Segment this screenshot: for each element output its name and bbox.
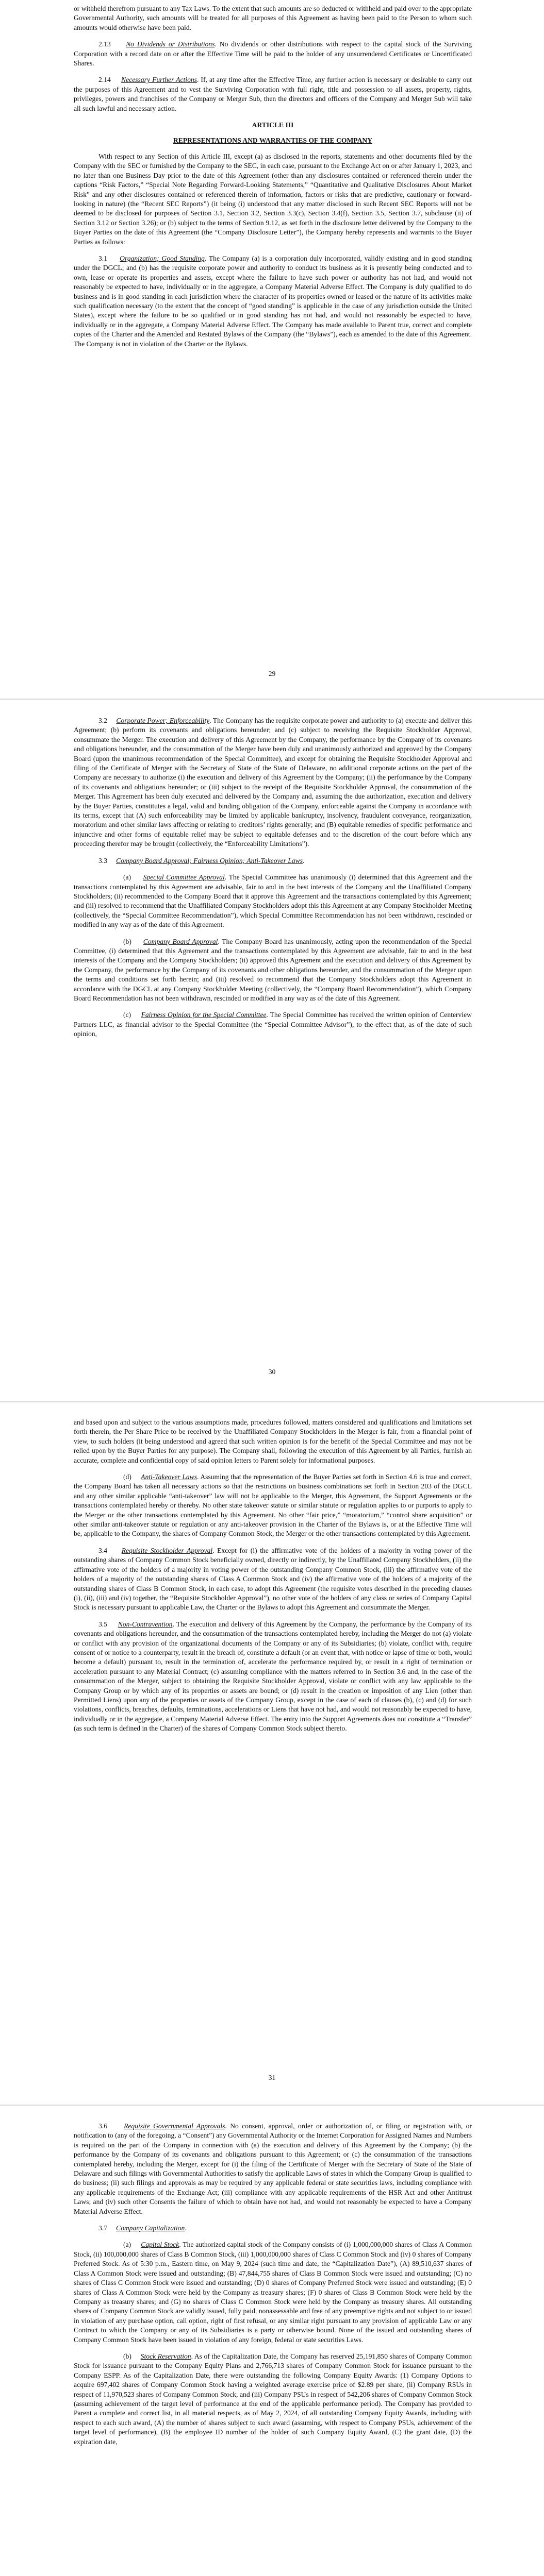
subsection-number: (a) xyxy=(123,873,131,882)
section-number: 3.4 xyxy=(98,1546,107,1554)
subsection-body: . Assuming that the representation of the Buyer Parties set forth in Section 4.6 is true and correct, the Company Board has taken all necessary actions so that the restrictions on business combinations set forth in Section 203 of the DGCL and any other similar applicable “anti-takeover” law will not be applicable to the Merger, this Agreement, the Support Agreements or the transactions contemplated hereby or thereby. No other state takeover statute or similar statute or regulation applies to or purports to apply to the Merger or the other transactions contemplated by this Agreement. No other “fair price,” “moratorium,” “control share acquisition” or other similar anti-takeover statute or regulation or any anti-takeover provision in the Charter of the Bylaws is, or at the Effective Time will be, applicable to the Company, the shares of Company Common Stock, the Merger or the other transactions contemplated by this Agreement. xyxy=(74,1473,472,1538)
section-3-7-b xyxy=(74,2352,472,2447)
subsection-body: . The Special Committee has unanimously (i) determined that this Agreement and the transactions contemplated by this Agreement are advisable, fair to and in the best interests of the Company and the Unaffiliated Company Stockholders; (ii) recommended to the Company Board that it approve this Agreement and the transactions contemplated by this Agreement; and (iii) resolved to recommend that the Unaffiliated Company Stockholders adopt this this Agreement at any Company Stockholder Meeting (collectively, the “Special Committee Recommendation”), which Special Committee Recommendation has not been withdrawn, rescinded or modified in any way as of the date of this Agreement. xyxy=(74,873,472,929)
article-intro-paragraph: With respect to any Section of this Article III, except (a) as disclosed in the reports, statements and other documents filed by the Company with the SEC or furnished by the Company to the SEC, in each case, pursuant to the Exchange Act on or after January 1, 2023, and no later than one Business Day prior to the date of this Agreement (other than any disclosures contained or referenced therein under the captions “Risk Factors,” “Special Note Regarding Forward-Looking Statements,” “Quantitative and Qualitative Disclosures About Market Risk” and any other disclosures contained or referenced therein of information, factors or risks that are predictive, cautionary or forward-looking in nature) (the “Recent SEC Reports”) (it being (i) understood that any matter disclosed in such Recent SEC Reports will not be deemed to be disclosed for purposes of Section 3.1, Section 3.2, Section 3.3(c), Section 3.4(f), Section 3.5, Section 3.7, subclause (ii) of Section 3.12 or Section 3.26); or (b) subject to the terms of Section 9.12, as set forth in the disclosure letter delivered by the Company to the Buyer Parties on the date of this Agreement (the “Company Disclosure Letter”), the Company hereby represents and warrants to the Buyer Parties as follows: xyxy=(74,152,472,246)
section-number: 3.6 xyxy=(98,2122,107,2130)
section-3-7-a xyxy=(74,2240,472,2344)
section-heading: Non-Contravention xyxy=(118,1620,173,1628)
section-heading: Organization; Good Standing xyxy=(120,254,205,262)
subsection-number: (b) xyxy=(123,937,131,945)
section-number: 3.2 xyxy=(98,717,107,724)
section-heading: Corporate Power; Enforceability xyxy=(116,717,210,724)
document-page-29 xyxy=(0,4,544,356)
section-3-7 xyxy=(74,2224,472,2233)
section-3-2 xyxy=(74,716,472,849)
section-3-3-c xyxy=(74,1010,472,1039)
subsection-heading: Capital Stock xyxy=(141,2241,179,2249)
section-body: . xyxy=(303,856,305,865)
subsection-heading: Company Board Approval xyxy=(143,937,218,945)
paragraph-fairness-continuation: and based upon and subject to the various assumptions made, procedures followed, matters considered and qualifications and limitations set forth therein, the Per Share Price to be received by the Unaffiliated Company Stockholders in the Merger is fair, from a financial point of view, to such holders (it being understood and agreed that such written opinion is for the benefit of the Special Committee and may not be relied upon by the Buyer Parties for any purpose). The Company shall, following the execution of this Agreement by all Parties, furnish an accurate, complete and confidential copy of said opinion letters to Parent solely for informational purposes. xyxy=(74,1418,472,1464)
section-3-4 xyxy=(74,1546,472,1613)
section-body: . If, at any time after the Effective Time, any further action is necessary or desirable to carry out the purposes of this Agreement and to vest the Surviving Corporation with full right, title and possession to all assets, property, rights, privileges, powers and franchises of the Company or Merger Sub, then the directors and officers of the Company and Merger Sub will take all such lawful and necessary action. xyxy=(74,76,472,112)
section-3-3-b xyxy=(74,937,472,1004)
subsection-body: . The Company Board has unanimously, acting upon the recommendation of the Special Committee, (i) determined that this Agreement and the transactions contemplated by this Agreement are advisable, fair to and in the best interests of the Company and the Company Stockholders; (ii) approved this Agreement and the execution and delivery of this Agreement by the Company, the performance by the Company of its covenants and other obligations hereunder, and the consummation of the Merger upon the terms and conditions set forth herein; and (iii) resolved to recommend that the Company Stockholders adopt this Agreement in accordance with the DGCL at any Company Stockholder Meeting (collectively, the “Company Board Recommendation”), which Company Board Recommendation has not been withdrawn, rescinded or modified in any way as of the date of this Agreement. xyxy=(74,937,472,1002)
section-3-1 xyxy=(74,254,472,349)
section-2-13 xyxy=(74,40,472,68)
page-number: 31 xyxy=(268,2074,276,2081)
section-body: . Except for (i) the affirmative vote of the holders of a majority in voting power of the outstanding shares of Company Common Stock beneficially owned, directly or indirectly, by the Unaffiliated Company Stockholders, (ii) the affirmative vote of the holders of a majority in voting power of the outstanding Company Common Stock, (iii) the affirmative vote of the holders of a majority of the outstanding shares of Class A Common Stock and (iv) the affirmative vote of the holders of a majority of the outstanding shares of Class B Common Stock, in each case, to adopt this Agreement (the requisite votes described in the preceding clauses (i), (ii), (iii) and (iv) together, the “Requisite Stockholder Approval”), no other vote of the holders of any class or series of Company Capital Stock is necessary pursuant to applicable Law, the Charter or the Bylaws to adopt this Agreement and consummate the Merger. xyxy=(74,1546,472,1612)
section-number: 3.7 xyxy=(98,2224,107,2232)
section-3-3-d xyxy=(74,1472,472,1539)
subsection-heading: Stock Reservation xyxy=(140,2352,191,2360)
subsection-heading: Special Committee Approval xyxy=(143,873,225,882)
subsection-heading: Anti-Takeover Laws xyxy=(141,1473,197,1481)
section-body: . The Company (a) is a corporation duly incorporated, validly existing and in good standing under the DGCL; and (b) has the requisite corporate power and authority to conduct its business as it is presently being conducted and to own, lease or operate its properties and assets, except where the failure to have such power or authority has not had, and would not reasonably be expected to have, individually or in the aggregate, a Company Material Adverse Effect. The Company is duly qualified to do business and is in good standing in each jurisdiction where the character of its properties owned or leased or the nature of its activities make such qualification necessary (to the extent that the concept of “good standing” is applicable in the case of any jurisdiction outside the United States), except where the failure to be so qualified or in good standing has not had, and would not reasonably be expected to have, individually or in the aggregate, a Company Material Adverse Effect. The Company has made available to Parent true, correct and complete copies of the Charter and the Amended and Restated Bylaws of the Company (the “Bylaws”), each as amended to the date of this Agreement. The Company is not in violation of the Charter or the Bylaws. xyxy=(74,254,472,348)
section-body: . No consent, approval, order or authorization of, or filing or registration with, or notification to (any of the foregoing, a “Consent”) any Governmental Authority or the Internet Corporation for Assigned Names and Numbers is required on the part of the Company in connection with (a) the execution and delivery of this Agreement by the Company; (b) the performance by the Company of its covenants and obligations pursuant to this Agreement; or (c) the consummation of the transactions contemplated hereby, including the Merger, except for (i) the filing of the Certificate of Merger with the Secretary of State of the State of Delaware and such filings with Governmental Authorities to satisfy the applicable Laws of states in which the Company Group is qualified to do business; (ii) such filings and approvals as may be required by any applicable federal or state securities laws, including compliance with any applicable requirements of the Exchange Act; (iii) compliance with any applicable requirements of the HSR Act and other Antitrust Laws; and (iv) such other Consents the failure of which to obtain have not had, and would not reasonably be expected to have a Company Material Adverse Effect. xyxy=(74,2122,472,2215)
subsection-number: (c) xyxy=(123,1011,131,1019)
page-divider xyxy=(0,699,544,700)
section-heading: Company Board Approval; Fairness Opinion; Anti-Takeover Laws xyxy=(116,856,303,865)
section-body: . xyxy=(185,2224,187,2232)
subsection-number: (d) xyxy=(123,1473,131,1481)
subsection-number: (a) xyxy=(123,2241,131,2249)
section-heading: No Dividends or Distributions xyxy=(126,40,215,48)
subsection-body: . The authorized capital stock of the Company consists of (i) 1,000,000,000 shares of Class A Common Stock, (ii) 100,000,000 shares of Class B Common Stock, (iii) 1,000,000,000 shares of Class C Common Stock and (iv) 0 shares of Company Preferred Stock. As of 5:30 p.m., Eastern time, on May 9, 2024 (such time and date, the “Capitalization Date”), (A) 89,510,637 shares of Class A Common Stock were issued and outstanding; (B) 47,844,755 shares of Class B Common Stock were issued and outstanding; (C) no shares of Class C Common Stock were issued and outstanding; (D) 0 shares of Company Preferred Stock were issued and outstanding; (E) 0 shares of Class A Common Stock were held by the Company as treasury shares; (F) 0 shares of Class B Common Stock were held by the Company as treasury shares; and (G) no shares of Class C Common Stock were held by the Company as treasury shares. All outstanding shares of Company Common Stock are validly issued, fully paid, nonassessable and free of any preemptive rights and not subject to or issued in violation of any purchase option, call option, right of first refusal, or any similar right pursuant to any provision of applicable Law or any Contract to which the Company or any of its Subsidiaries is a party or otherwise bound. None of the issued and outstanding shares of Company Common Stock have been issued in violation of any foreign, federal or state securities Laws. xyxy=(74,2241,472,2344)
section-heading: Requisite Governmental Approvals xyxy=(124,2122,225,2130)
section-body: . No dividends or other distributions with respect to the capital stock of the Surviving Corporation with a record date on or after the Effective Time will be paid to the holder of any unsurrendered Certificates or Uncertificated Shares. xyxy=(74,40,472,67)
paragraph-withholding-continuation: or withheld therefrom pursuant to any Tax Laws. To the extent that such amounts are so deducted or withheld and paid over to the appropriate Governmental Authority, such amounts will be treated for all purposes of this Agreement as having been paid to the Person to whom such amounts would otherwise have been paid. xyxy=(74,5,472,31)
section-body: . The execution and delivery of this Agreement by the Company, the performance by the Company of its covenants and obligations hereunder, and the consummation of the transactions contemplated hereby, including the Merger do not (a) violate or conflict with any provision of the organizational documents of the Company or any of its Subsidiaries; (b) violate, conflict with, require consent of or notice to a counterparty, result in the breach of, constitute a default (or an event that, with notice or lapse of time or both, would become a default) pursuant to, result in the termination of, accelerate the performance required by, or result in a right of termination or acceleration pursuant to any Material Contract; (c) assuming compliance with the matters referred to in Section 3.6 and, in the case of the consummation of the Merger, subject to obtaining the Requisite Stockholder Approval, violate or conflict with any law applicable to the Company Group or by which any of its properties or assets are bound; or (d) result in the creation or imposition of any Lien (other than Permitted Liens) upon any of the properties or assets of the Company Group, except in the case of each of clauses (b), (c) and (d) for such violations, conflicts, breaches, defaults, terminations, accelerations or Liens that have not had, and would not reasonably be expected to have, individually or in the aggregate, a Company Material Adverse Effect. The entry into the Support Agreements does not constitute a “Transfer” (as such term is defined in the Charter) of the shares of Company Common Stock subject thereto. xyxy=(74,1620,472,1733)
section-3-6 xyxy=(74,2122,472,2216)
subsection-body: . The Special Committee has received the written opinion of Centerview Partners LLC, as financial advisor to the Special Committee (the “Special Committee Advisor”), to the effect that, as of the date of such opinion, xyxy=(74,1011,472,1038)
subsection-number: (b) xyxy=(123,2352,131,2360)
section-number: 2.13 xyxy=(98,40,111,48)
section-3-3-a xyxy=(74,873,472,929)
section-2-14 xyxy=(74,75,472,113)
document-page-31 xyxy=(0,1418,544,1741)
page-number: 30 xyxy=(268,1368,276,1376)
subsection-body: . As of the Capitalization Date, the Company has reserved 25,191,850 shares of Company Common Stock for issuance pursuant to the Company Equity Plans and 2,766,713 shares of Company Common Stock for issuance pursuant to the Company ESPP. As of the Capitalization Date, there were outstanding the following Company Equity Awards: (1) Company Options to acquire 697,402 shares of Company Common Stock having a weighted average exercise price of $2.89 per share, (ii) Company RSUs in respect of 11,970,523 shares of Company Common Stock, and (iii) Company PSUs in respect of 542,206 shares of Company Common Stock (assuming achievement of the target level of performance at the end of the applicable performance period). The Company has provided to Parent a complete and correct list, in all material respects, as of May 2, 2024, of all outstanding Company Equity Awards, including with respect to each such award, (A) the number of shares subject to such award (assuming, with respect to Company PSUs, achievement of the target level of performance), (B) the employee ID number of the holder of such Company Equity Award, (C) the grant date, (D) the expiration date, xyxy=(74,2352,472,2446)
section-heading: Requisite Stockholder Approval xyxy=(121,1546,213,1554)
section-number: 3.3 xyxy=(98,856,107,865)
page-number: 29 xyxy=(268,670,276,677)
section-3-5 xyxy=(74,1620,472,1734)
section-body: . The Company has the requisite corporate power and authority to (a) execute and deliver this Agreement; (b) perform its covenants and obligations hereunder; and (c) subject to receiving the Requisite Stockholder Approval, consummate the Merger. The execution and delivery of this Agreement by the Company, the performance by the Company of its covenants and obligations hereunder, and the consummation of the Merger have been duly and unanimously authorized and approved by the Company Board (upon the unanimous recommendation of the Special Committee), and except for obtaining the Requisite Stockholder Approval and filing of the Certificate of Merger with the Secretary of State of the State of Delaware, no additional corporate actions on the part of the Company are necessary to authorize (i) the execution and delivery of this Agreement by the Company; (ii) the performance by the Company of its covenants and obligations hereunder; or (iii) subject to the receipt of the Requisite Stockholder Approval, the consummation of the Merger. This Agreement has been duly executed and delivered by the Company and, assuming the due authorization, execution and delivery by the Buyer Parties, constitutes a legal, valid and binding obligation of the Company, enforceable against the Company in accordance with its terms, except that (A) such enforceability may be limited by applicable bankruptcy, insolvency, fraudulent conveyance, reorganization, moratorium and other similar laws affecting or relating to creditors’ rights generally; and (B) equitable remedies of specific performance and injunctive and other forms of equitable relief may be subject to equitable defenses and to the discretion of the court before which any proceeding therefor may be brought (collectively, the “Enforceability Limitations”). xyxy=(74,717,472,848)
subsection-heading: Fairness Opinion for the Special Committee xyxy=(141,1011,267,1019)
document-page-30 xyxy=(0,716,544,1046)
section-number: 3.1 xyxy=(98,254,107,262)
article-title: REPRESENTATIONS AND WARRANTIES OF THE COMPANY xyxy=(173,137,373,145)
section-number: 3.5 xyxy=(98,1620,107,1628)
section-3-3 xyxy=(74,856,472,866)
page-divider xyxy=(0,1401,544,1402)
article-heading: ARTICLE III xyxy=(252,121,294,129)
page-divider xyxy=(0,2105,544,2106)
section-heading: Necessary Further Actions xyxy=(121,76,197,84)
section-heading: Company Capitalization xyxy=(116,2224,185,2232)
document-page-32 xyxy=(0,2122,544,2454)
section-number: 2.14 xyxy=(98,76,111,84)
